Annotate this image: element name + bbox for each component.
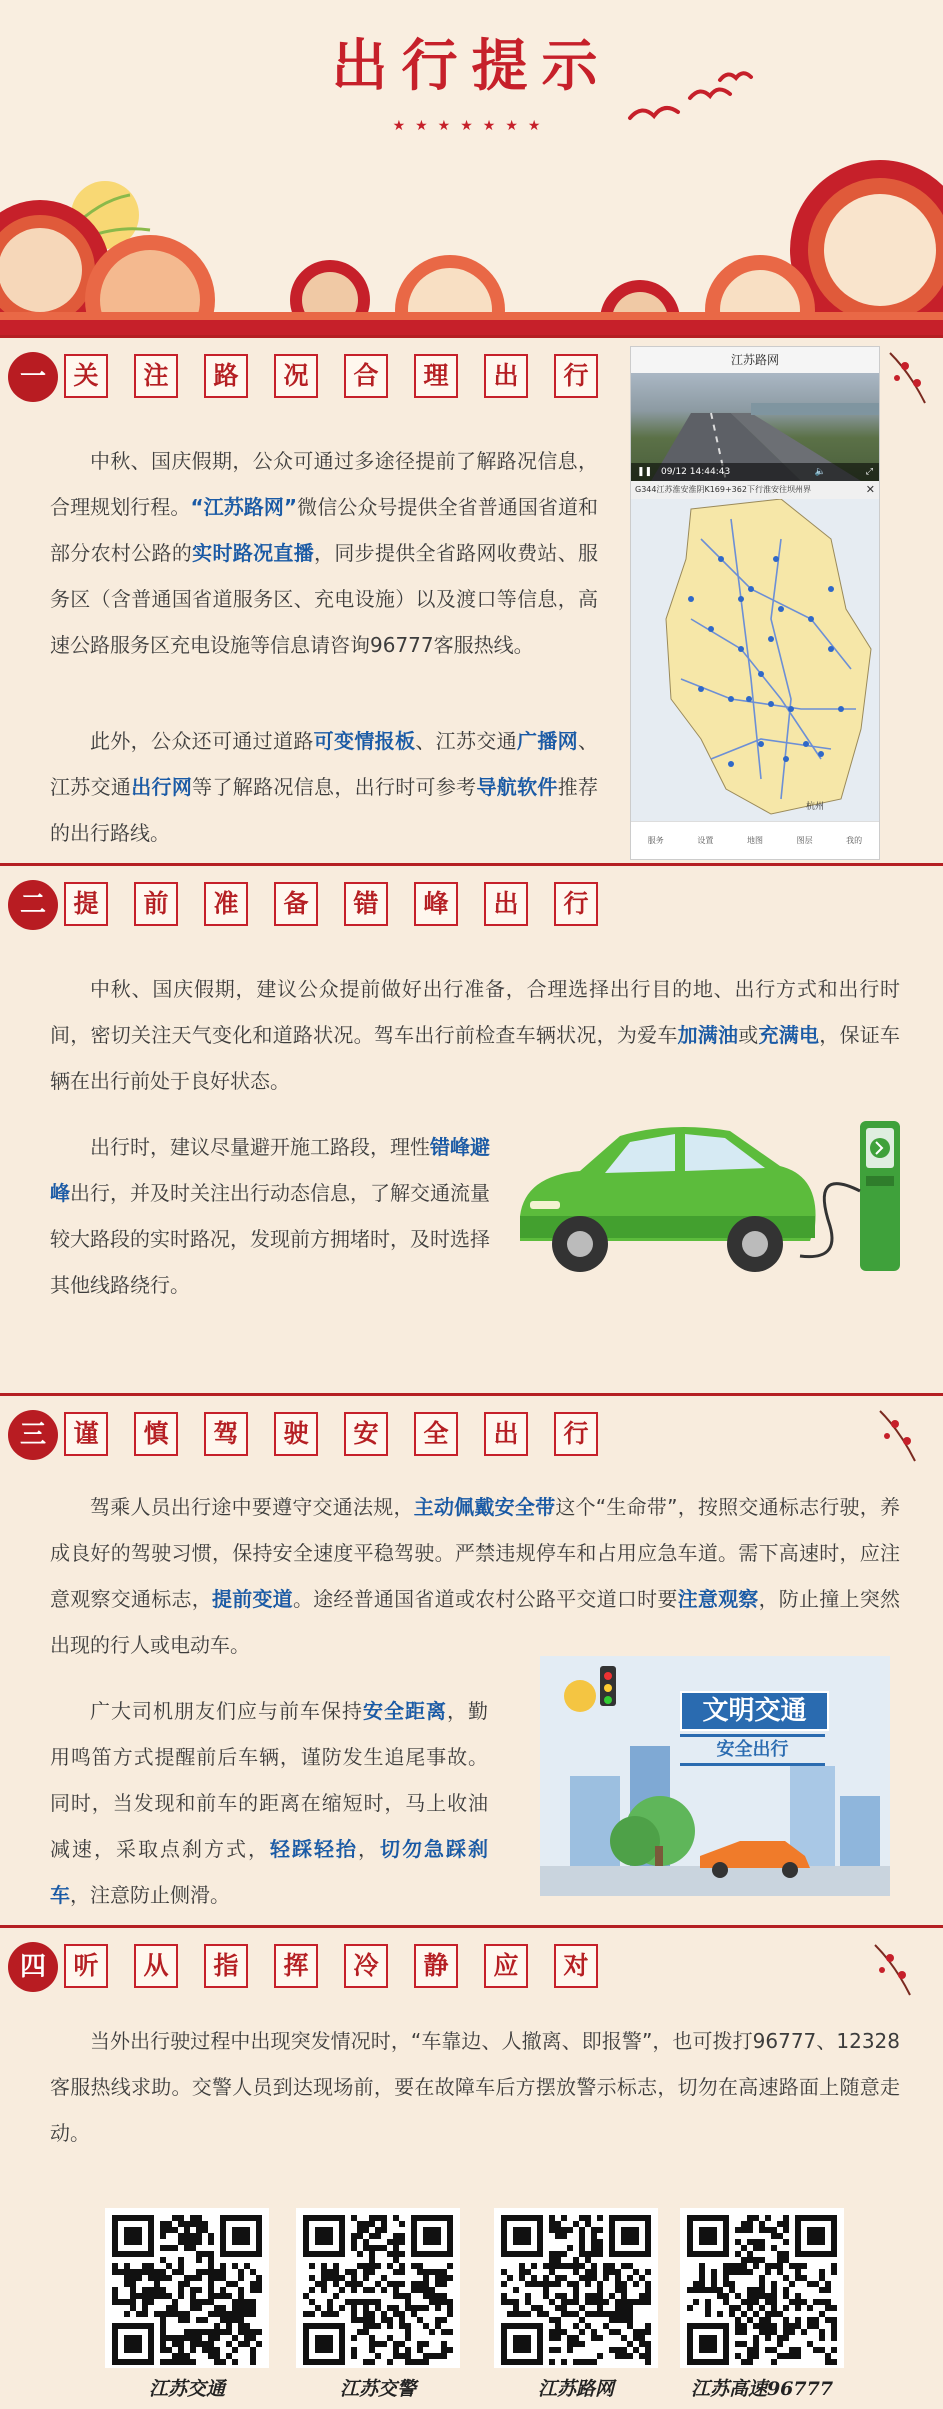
title-char: 注 [134, 354, 178, 398]
title-char: 从 [134, 1944, 178, 1988]
title-char: 峰 [414, 882, 458, 926]
title-char: 关 [64, 354, 108, 398]
title-char: 听 [64, 1944, 108, 1988]
title-char: 谨 [64, 1412, 108, 1456]
qr-code-icon [494, 2208, 658, 2368]
title-char: 驾 [204, 1412, 248, 1456]
section-number: 一 [8, 352, 58, 402]
section-number: 二 [8, 880, 58, 930]
title-char: 行 [554, 882, 598, 926]
civilized-traffic-poster [540, 1656, 890, 1896]
section-title-chars [64, 1412, 624, 1456]
plum-blossom-icon [875, 1406, 925, 1466]
plum-blossom-icon [885, 348, 935, 408]
qr-code-jiangsu-gaosu[interactable] [680, 2208, 844, 2368]
pause-icon[interactable]: ❚❚ [637, 467, 653, 477]
title-char: 错 [344, 882, 388, 926]
title-char: 对 [554, 1944, 598, 1988]
section-number: 四 [8, 1942, 58, 1992]
fullscreen-icon[interactable]: ⤢ [865, 467, 873, 477]
title-char: 驶 [274, 1412, 318, 1456]
video-caption: G344江苏淮安淮阴K169+362下行淮安往坝州界 ✕ [631, 481, 879, 499]
nav-item[interactable]: 我的 [846, 836, 863, 845]
section-3 [0, 1393, 943, 1928]
title-char: 行 [554, 1412, 598, 1456]
title-char: 指 [204, 1944, 248, 1988]
title-char: 合 [344, 354, 388, 398]
title-char: 慎 [134, 1412, 178, 1456]
title-char: 应 [484, 1944, 528, 1988]
section-title-chars [64, 354, 624, 398]
section-1-paragraph-2: 此外，公众还可通过道路可变情报板、江苏交通广播网、江苏交通出行网等了解路况信息，出行时可参考导航软件推荐的出行路线。 [50, 729, 599, 845]
title-char: 准 [204, 882, 248, 926]
route-map[interactable] [631, 499, 879, 821]
title-char: 出 [484, 354, 528, 398]
app-bottom-nav [631, 821, 879, 859]
qr-code-jiangsu-luwang[interactable] [494, 2208, 658, 2368]
section-2-paragraph-1: 中秋、国庆假期，建议公众提前做好出行准备，合理选择出行目的地、出行方式和出行时间，密切关注天气变化和道路状况。驾车出行前检查车辆状况，为爱车加满油或充满电，保证车辆在出行前处于良好状态。 [50, 977, 901, 1093]
title-char: 理 [414, 354, 458, 398]
title-char: 出 [484, 882, 528, 926]
qr-code-jiangsu-jiaojing[interactable] [296, 2208, 460, 2368]
page-title: 出行提示 [331, 34, 612, 99]
title-char: 全 [414, 1412, 458, 1456]
title-char: 挥 [274, 1944, 318, 1988]
nav-item[interactable]: 服务 [647, 836, 664, 845]
volume-icon[interactable]: 🔈 [814, 467, 826, 477]
qr-code-icon [680, 2208, 844, 2368]
close-icon[interactable]: ✕ [865, 483, 875, 496]
poster-line-1: 文明交通 [680, 1691, 829, 1731]
title-char: 安 [344, 1412, 388, 1456]
nav-item[interactable]: 设置 [697, 836, 714, 845]
section-1 [0, 335, 943, 866]
section-title-chars [64, 882, 624, 926]
electric-car-illustration [510, 1116, 910, 1286]
qr-label: 江苏交通 [148, 2378, 225, 2400]
province-map [631, 499, 879, 821]
qr-label: 江苏交警 [339, 2378, 416, 2400]
poster-line-2: 安全出行 [680, 1734, 825, 1766]
app-title-bar: 江苏路网 [631, 347, 879, 373]
title-char: 出 [484, 1412, 528, 1456]
title-char: 况 [274, 354, 318, 398]
section-3-paragraph-1: 驾乘人员出行途中要遵守交通法规，主动佩戴安全带这个“生命带”，按照交通标志行驶，养成良好的驾驶习惯，保持安全速度平稳驾驶。严禁违规停车和占用应急车道。需下高速时，应注意观察交通标志，提前变道。途经普通国省道或农村公路平交道口时要注意观察，防止撞上突然出现的行人或电动车。 [50, 1495, 901, 1657]
title-char: 提 [64, 882, 108, 926]
nav-item[interactable]: 地图 [746, 836, 763, 845]
plum-blossom-icon [870, 1940, 920, 2000]
live-video [631, 373, 879, 481]
qr-code-icon [296, 2208, 460, 2368]
title-stars: ★★★★★★★ [392, 118, 551, 134]
video-time: 09/12 14:44:43 [660, 467, 731, 477]
section-2-paragraph-2: 出行时，建议尽量避开施工路段，理性错峰避峰出行，并及时关注出行动态信息，了解交通流量较大路段的实时路况，发现前方拥堵时，及时选择其他线路绕行。 [50, 1135, 490, 1297]
video-controls[interactable] [631, 463, 879, 481]
title-char: 静 [414, 1944, 458, 1988]
header-banner [0, 0, 943, 335]
title-char: 前 [134, 882, 178, 926]
section-3-paragraph-2: 广大司机朋友们应与前车保持安全距离，勤用鸣笛方式提醒前后车辆，谨防发生追尾事故。同时，当发现和前车的距离在缩短时，马上收油减速，采取点刹方式，轻踩轻抬，切勿急踩刹车，注意防止侧滑。 [50, 1699, 488, 1907]
title-char: 路 [204, 354, 248, 398]
section-2 [0, 863, 943, 1396]
title-char: 备 [274, 882, 318, 926]
title-char: 冷 [344, 1944, 388, 1988]
section-4 [0, 1925, 943, 2409]
qr-label: 江苏高速96777 [690, 2378, 834, 2400]
section-title-chars [64, 1944, 624, 1988]
map-city-label: 杭州 [806, 802, 825, 812]
section-1-paragraph-1: 中秋、国庆假期，公众可通过多途径提前了解路况信息，合理规划行程。“江苏路网”微信公众号提供全省普通国省道和部分农村公路的实时路况直播，同步提供全省路网收费站、服务区（含普通国省道服务区、充电设施）以及渡口等信息，高速公路服务区充电设施等信息请咨询96777客服热线。 [50, 449, 599, 657]
section-4-paragraph-1: 当外出行驶过程中出现突发情况时，“车靠边、人撤离、即报警”，也可拨打96777、12328客服热线求助。交警人员到达现场前，要在故障车后方摆放警示标志，切勿在高速路面上随意走动。 [50, 2029, 900, 2145]
section-number: 三 [8, 1410, 58, 1460]
nav-item[interactable]: 图层 [796, 836, 813, 845]
phone-screenshot [630, 346, 880, 860]
qr-code-icon [105, 2208, 269, 2368]
qr-code-jiangsu-jiaotong[interactable] [105, 2208, 269, 2368]
title-char: 行 [554, 354, 598, 398]
qr-label: 江苏路网 [537, 2378, 614, 2400]
